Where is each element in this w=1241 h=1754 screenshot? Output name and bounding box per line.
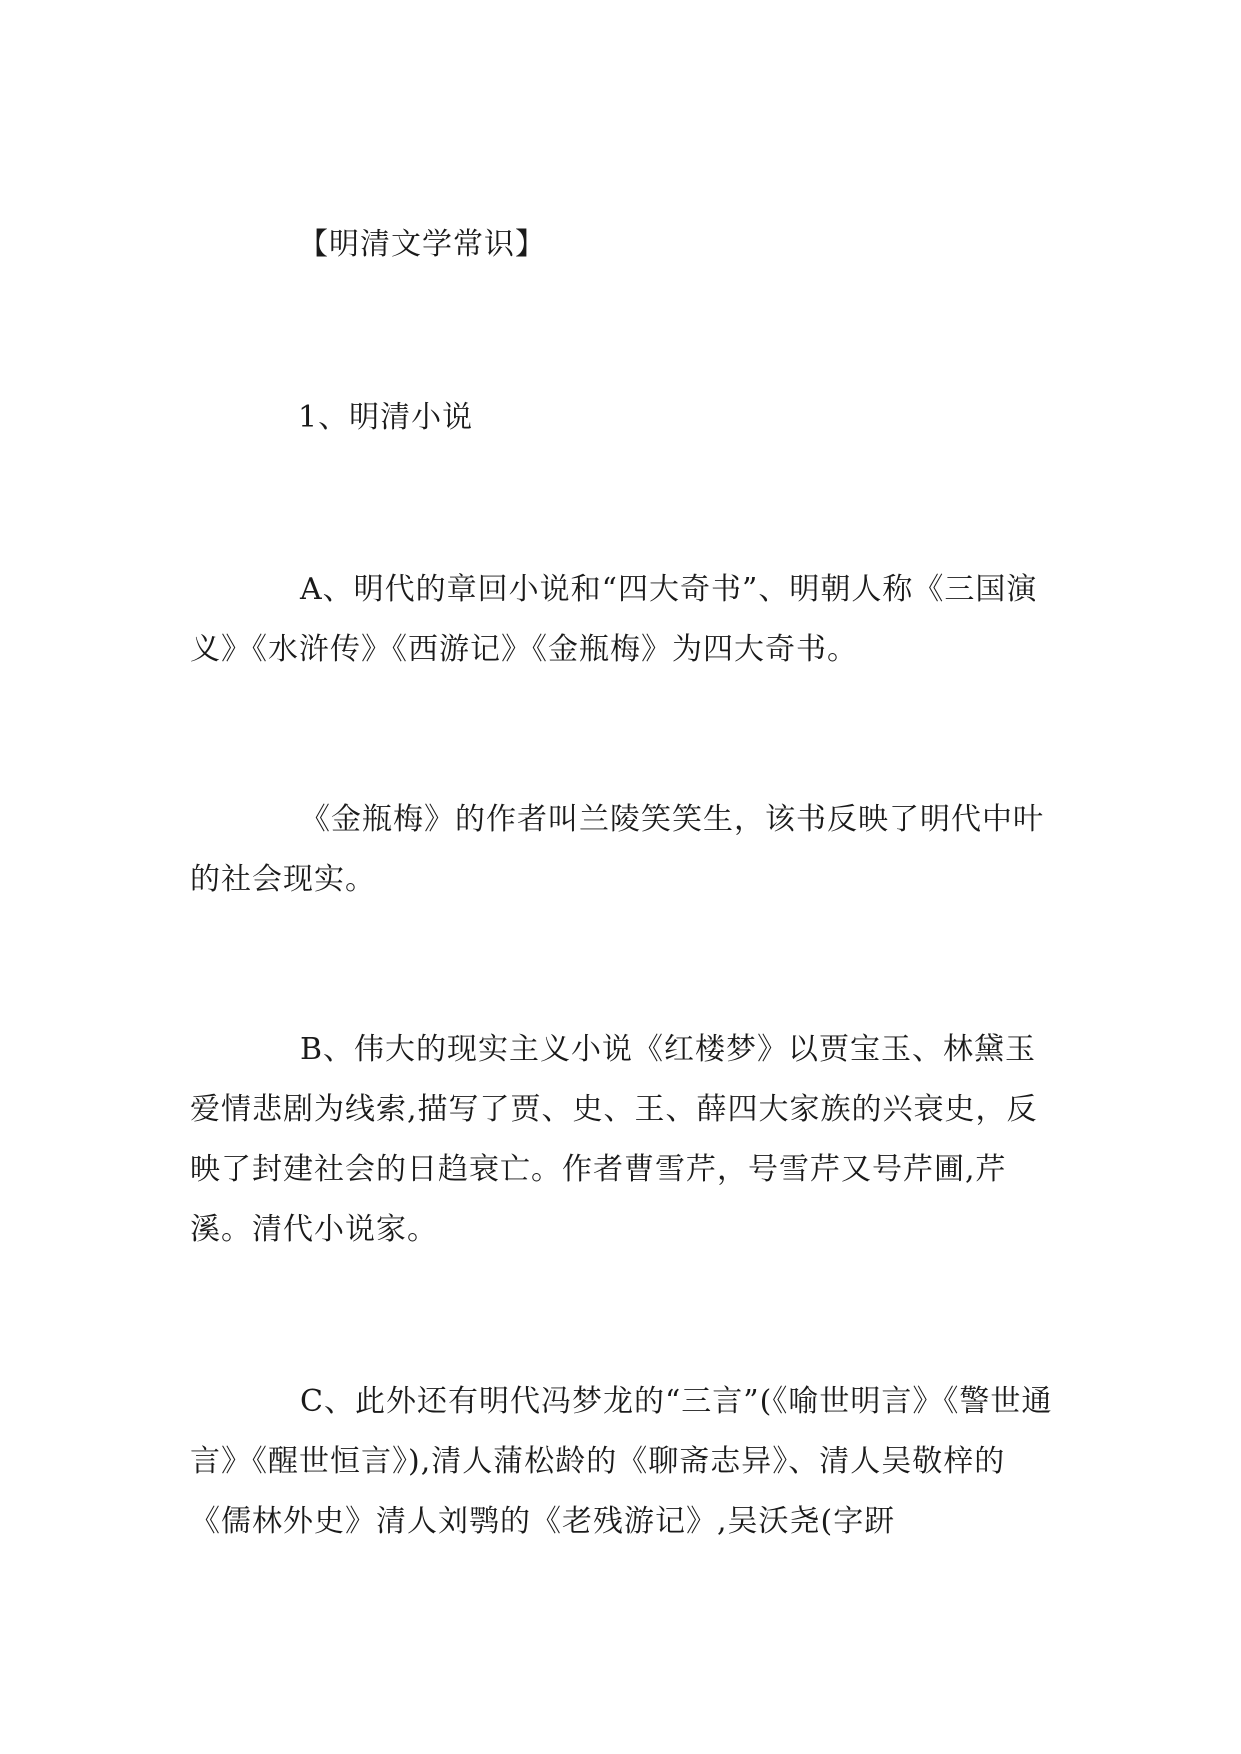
paragraph-b: B、伟大的现实主义小说《红楼梦》以贾宝玉、林黛玉爱情悲剧为线索,描写了贾、史、王、薛四大家族的兴衰史，反映了封建社会的日趋衰亡。作者曹雪芹，号雪芹又号芹圃,芹溪。清代小说家。 (190, 1032, 1038, 1247)
section-heading: 1、明清小说 (298, 400, 474, 435)
document-title: 【明清文学常识】 (298, 227, 546, 262)
paragraph-jinpingmei: 《金瓶梅》的作者叫兰陵笑笑生，该书反映了明代中叶的社会现实。 (190, 802, 1044, 897)
paragraph-c: C、此外还有明代冯梦龙的“三言”(《喻世明言》《警世通言》《醒世恒言》),清人蒲松龄的《聊斋志异》、清人吴敬梓的《儒林外史》清人刘鹗的《老残游记》,吴沃尧(字趼 (190, 1384, 1053, 1539)
paragraph-a: A、明代的章回小说和“四大奇书”、明朝人称《三国演义》《水浒传》《西游记》《金瓶梅》为四大奇书。 (190, 572, 1038, 667)
